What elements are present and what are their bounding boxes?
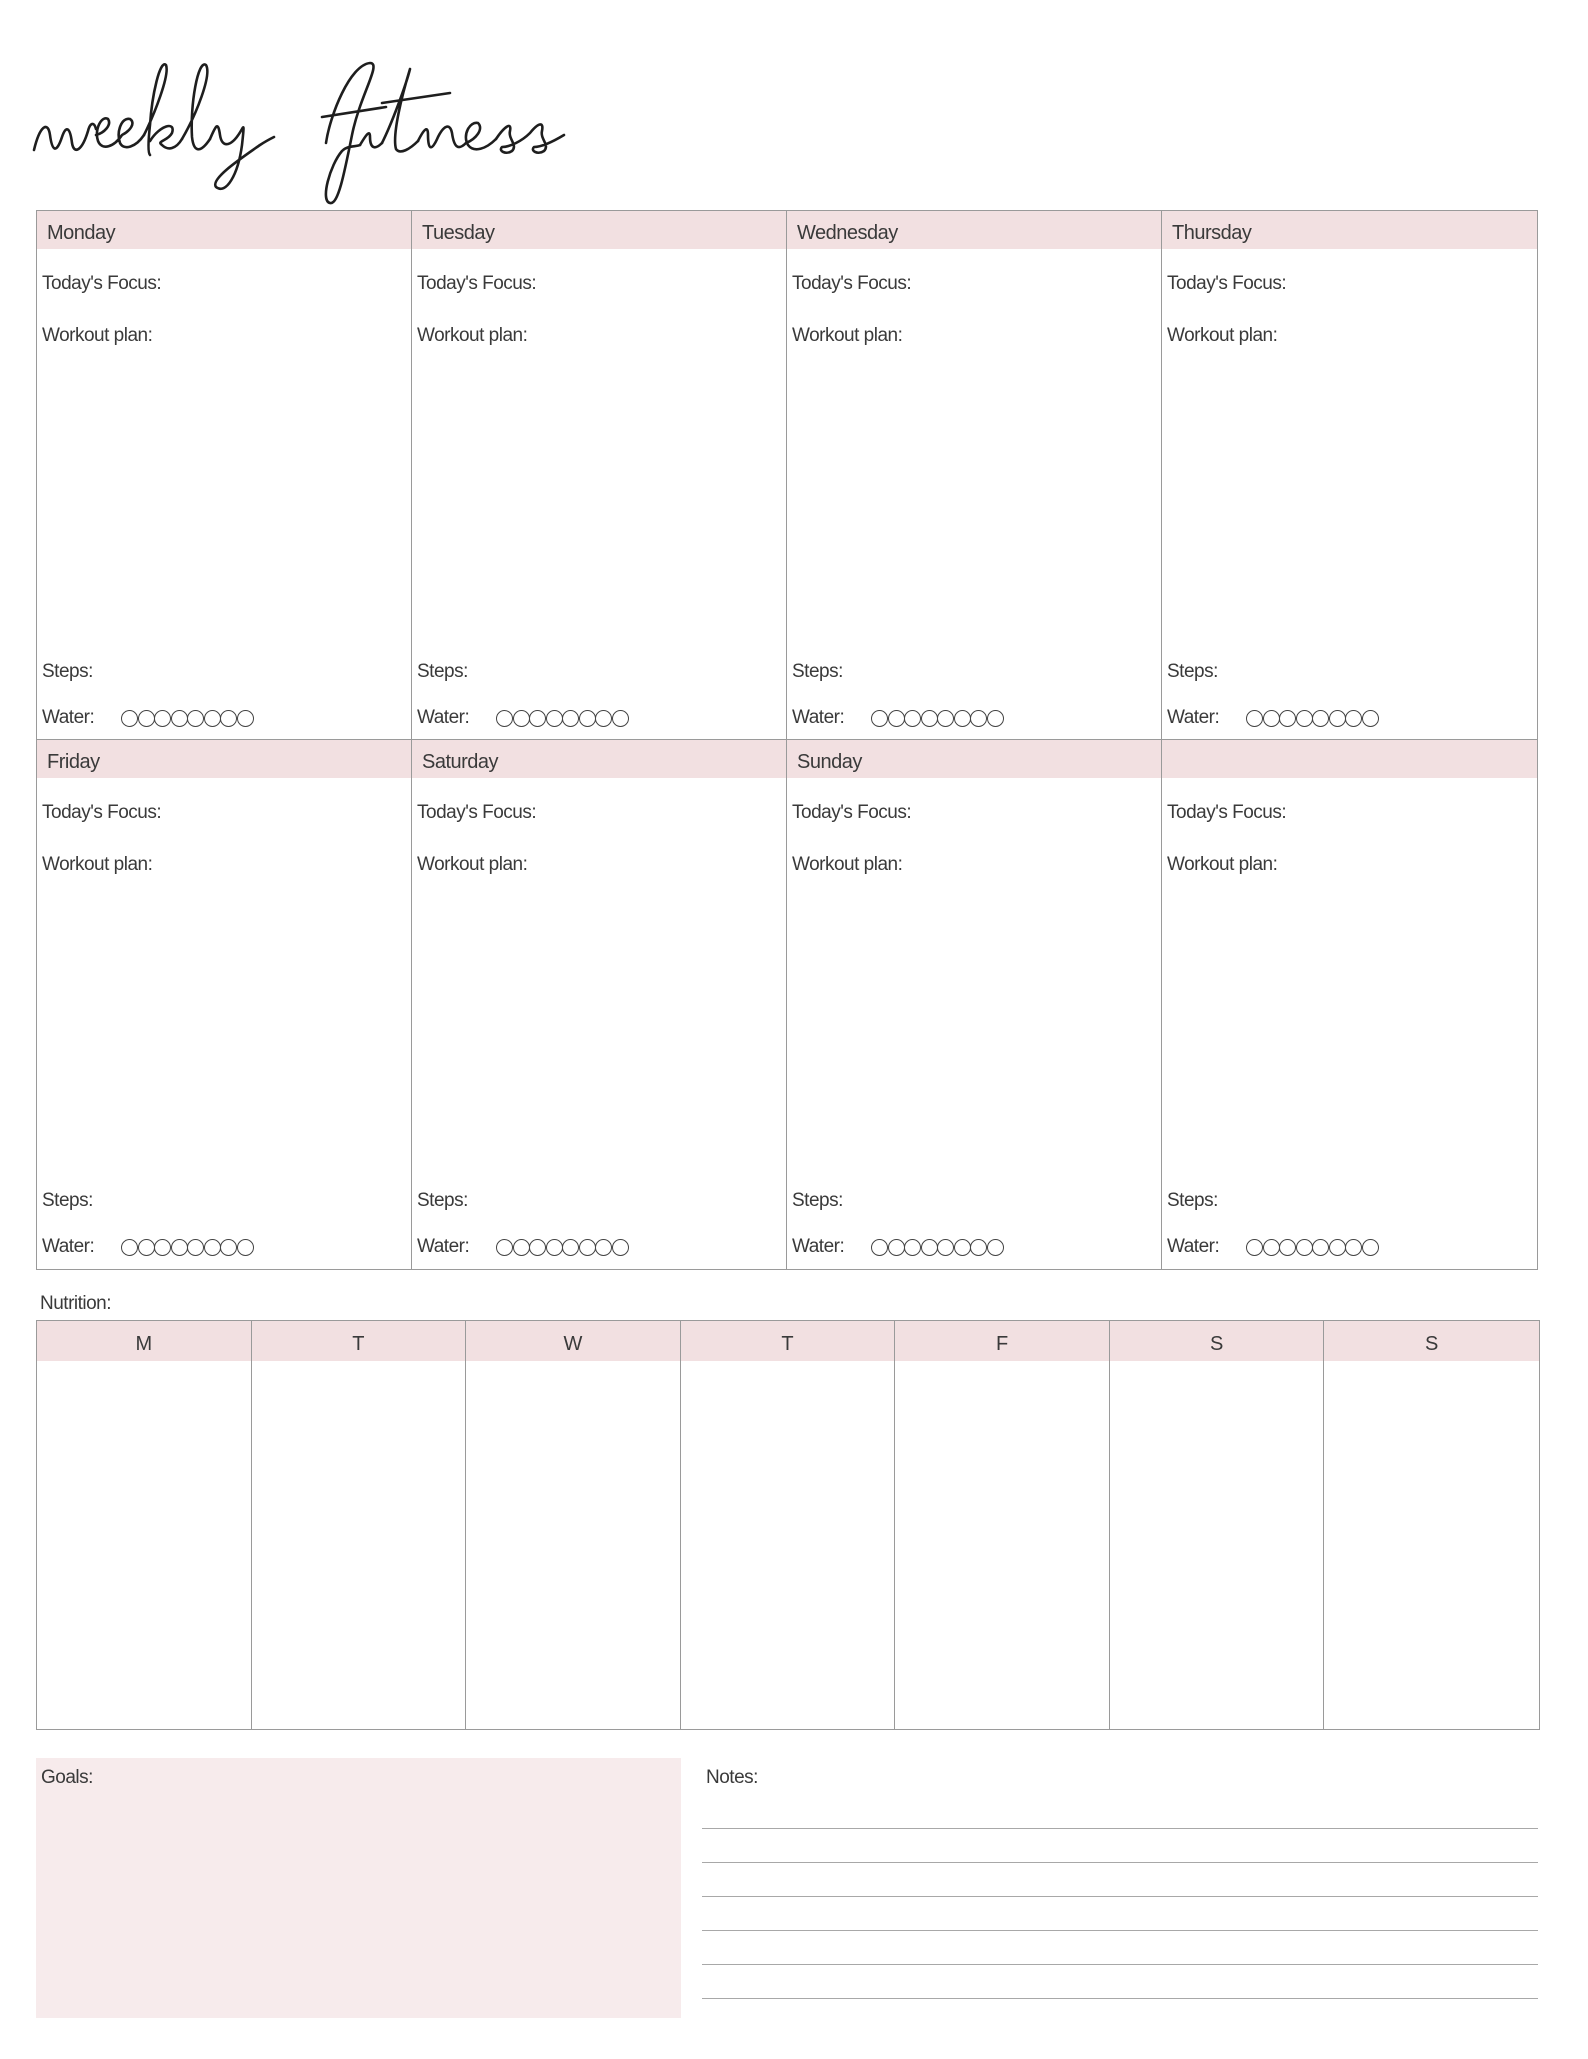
water-glass-checkbox[interactable] bbox=[888, 1239, 905, 1256]
water-glass-checkbox[interactable] bbox=[562, 1239, 579, 1256]
notes-box[interactable] bbox=[700, 1758, 1540, 2018]
water-glass-checkbox[interactable] bbox=[579, 1239, 596, 1256]
water-tracker bbox=[417, 707, 628, 729]
water-glass-checkbox[interactable] bbox=[612, 710, 629, 727]
water-glass-checkbox[interactable] bbox=[171, 1239, 188, 1256]
day-header: Wednesday bbox=[787, 211, 1161, 249]
water-glass-checkbox[interactable] bbox=[1362, 1239, 1379, 1256]
water-glass-checkbox[interactable] bbox=[187, 1239, 204, 1256]
weekly-workout-grid bbox=[36, 210, 1538, 1270]
water-label: Water: bbox=[417, 1236, 470, 1257]
nutrition-day-header: T bbox=[252, 1321, 466, 1361]
water-glass-checkbox[interactable] bbox=[871, 710, 888, 727]
water-glass-checkbox[interactable] bbox=[904, 710, 921, 727]
nutrition-label: Nutrition: bbox=[40, 1293, 112, 1314]
water-glass-checkbox[interactable] bbox=[1296, 1239, 1313, 1256]
water-label: Water: bbox=[417, 707, 470, 728]
water-glass-checkbox[interactable] bbox=[987, 1239, 1004, 1256]
nutrition-column[interactable] bbox=[252, 1321, 467, 1729]
water-glass-checkbox[interactable] bbox=[121, 710, 138, 727]
steps-label: Steps: bbox=[417, 1190, 468, 1211]
todays-focus-label: Today's Focus: bbox=[42, 802, 162, 823]
water-glass-checkbox[interactable] bbox=[138, 1239, 155, 1256]
water-glass-checkbox[interactable] bbox=[529, 1239, 546, 1256]
day-cell[interactable] bbox=[1162, 211, 1537, 740]
water-glass-checkbox[interactable] bbox=[496, 710, 513, 727]
notes-label: Notes: bbox=[706, 1767, 758, 1788]
water-glass-checkbox[interactable] bbox=[237, 1239, 254, 1256]
script-title-graphic bbox=[30, 55, 650, 205]
water-glass-checkbox[interactable] bbox=[562, 710, 579, 727]
water-tracker bbox=[1167, 1236, 1378, 1258]
todays-focus-label: Today's Focus: bbox=[792, 273, 912, 294]
water-glass-checkbox[interactable] bbox=[513, 1239, 530, 1256]
workout-plan-label: Workout plan: bbox=[42, 325, 153, 346]
day-header: Tuesday bbox=[412, 211, 786, 249]
notes-line[interactable] bbox=[702, 1930, 1538, 1931]
workout-plan-label: Workout plan: bbox=[417, 854, 528, 875]
steps-label: Steps: bbox=[42, 661, 93, 682]
water-glass-checkbox[interactable] bbox=[1329, 710, 1346, 727]
water-circles bbox=[1246, 710, 1378, 727]
water-glass-checkbox[interactable] bbox=[921, 710, 938, 727]
nutrition-column[interactable] bbox=[1110, 1321, 1325, 1729]
workout-plan-label: Workout plan: bbox=[1167, 854, 1278, 875]
notes-line[interactable] bbox=[702, 1862, 1538, 1863]
page-title bbox=[30, 55, 650, 205]
water-glass-checkbox[interactable] bbox=[888, 710, 905, 727]
water-circles bbox=[496, 710, 628, 727]
water-glass-checkbox[interactable] bbox=[1263, 1239, 1280, 1256]
water-circles bbox=[1246, 1239, 1378, 1256]
water-circles bbox=[121, 710, 253, 727]
day-header: Thursday bbox=[1162, 211, 1537, 249]
water-tracker bbox=[42, 1236, 253, 1258]
steps-label: Steps: bbox=[1167, 1190, 1218, 1211]
water-tracker bbox=[417, 1236, 628, 1258]
notes-line[interactable] bbox=[702, 1828, 1538, 1829]
nutrition-column[interactable] bbox=[681, 1321, 896, 1729]
water-circles bbox=[871, 1239, 1003, 1256]
water-glass-checkbox[interactable] bbox=[970, 1239, 987, 1256]
notes-line[interactable] bbox=[702, 1998, 1538, 1999]
water-glass-checkbox[interactable] bbox=[1345, 710, 1362, 727]
water-glass-checkbox[interactable] bbox=[579, 710, 596, 727]
water-glass-checkbox[interactable] bbox=[937, 710, 954, 727]
water-label: Water: bbox=[792, 1236, 845, 1257]
steps-label: Steps: bbox=[792, 661, 843, 682]
water-glass-checkbox[interactable] bbox=[612, 1239, 629, 1256]
workout-plan-label: Workout plan: bbox=[42, 854, 153, 875]
workout-plan-label: Workout plan: bbox=[792, 854, 903, 875]
day-header: Friday bbox=[37, 740, 411, 778]
notes-line[interactable] bbox=[702, 1896, 1538, 1897]
water-tracker bbox=[792, 1236, 1003, 1258]
water-glass-checkbox[interactable] bbox=[954, 710, 971, 727]
water-glass-checkbox[interactable] bbox=[1296, 710, 1313, 727]
nutrition-day-header: F bbox=[895, 1321, 1109, 1361]
nutrition-day-header: S bbox=[1324, 1321, 1539, 1361]
water-glass-checkbox[interactable] bbox=[220, 1239, 237, 1256]
todays-focus-label: Today's Focus: bbox=[792, 802, 912, 823]
water-glass-checkbox[interactable] bbox=[1345, 1239, 1362, 1256]
water-label: Water: bbox=[1167, 707, 1220, 728]
day-cell[interactable] bbox=[787, 211, 1162, 740]
water-glass-checkbox[interactable] bbox=[496, 1239, 513, 1256]
day-cell[interactable] bbox=[37, 211, 412, 740]
day-cell[interactable] bbox=[412, 740, 787, 1269]
water-glass-checkbox[interactable] bbox=[529, 710, 546, 727]
water-glass-checkbox[interactable] bbox=[546, 1239, 563, 1256]
day-cell[interactable] bbox=[1162, 740, 1537, 1269]
water-glass-checkbox[interactable] bbox=[595, 710, 612, 727]
steps-label: Steps: bbox=[1167, 661, 1218, 682]
todays-focus-label: Today's Focus: bbox=[417, 273, 537, 294]
workout-plan-label: Workout plan: bbox=[417, 325, 528, 346]
goals-box[interactable] bbox=[36, 1758, 681, 2018]
day-header: Saturday bbox=[412, 740, 786, 778]
nutrition-day-header: S bbox=[1110, 1321, 1324, 1361]
goals-label: Goals: bbox=[41, 1767, 93, 1788]
water-glass-checkbox[interactable] bbox=[138, 710, 155, 727]
water-label: Water: bbox=[792, 707, 845, 728]
todays-focus-label: Today's Focus: bbox=[42, 273, 162, 294]
todays-focus-label: Today's Focus: bbox=[1167, 802, 1287, 823]
workout-plan-label: Workout plan: bbox=[792, 325, 903, 346]
water-glass-checkbox[interactable] bbox=[121, 1239, 138, 1256]
nutrition-column[interactable] bbox=[895, 1321, 1110, 1729]
water-glass-checkbox[interactable] bbox=[1329, 1239, 1346, 1256]
todays-focus-label: Today's Focus: bbox=[1167, 273, 1287, 294]
water-glass-checkbox[interactable] bbox=[1312, 1239, 1329, 1256]
water-tracker bbox=[42, 707, 253, 729]
water-circles bbox=[871, 710, 1003, 727]
water-tracker bbox=[792, 707, 1003, 729]
day-cell[interactable] bbox=[787, 740, 1162, 1269]
water-glass-checkbox[interactable] bbox=[987, 710, 1004, 727]
nutrition-column[interactable] bbox=[1324, 1321, 1539, 1729]
water-glass-checkbox[interactable] bbox=[1279, 1239, 1296, 1256]
water-glass-checkbox[interactable] bbox=[970, 710, 987, 727]
water-tracker bbox=[1167, 707, 1378, 729]
water-glass-checkbox[interactable] bbox=[546, 710, 563, 727]
water-glass-checkbox[interactable] bbox=[154, 710, 171, 727]
nutrition-column[interactable] bbox=[466, 1321, 681, 1729]
water-glass-checkbox[interactable] bbox=[204, 710, 221, 727]
nutrition-day-header: W bbox=[466, 1321, 680, 1361]
water-glass-checkbox[interactable] bbox=[904, 1239, 921, 1256]
nutrition-table bbox=[36, 1320, 1540, 1730]
day-cell[interactable] bbox=[37, 740, 412, 1269]
day-header: Monday bbox=[37, 211, 411, 249]
water-glass-checkbox[interactable] bbox=[1362, 710, 1379, 727]
water-glass-checkbox[interactable] bbox=[237, 710, 254, 727]
steps-label: Steps: bbox=[417, 661, 468, 682]
water-glass-checkbox[interactable] bbox=[1279, 710, 1296, 727]
day-header: Sunday bbox=[787, 740, 1161, 778]
water-glass-checkbox[interactable] bbox=[1312, 710, 1329, 727]
water-glass-checkbox[interactable] bbox=[595, 1239, 612, 1256]
water-glass-checkbox[interactable] bbox=[954, 1239, 971, 1256]
water-glass-checkbox[interactable] bbox=[187, 710, 204, 727]
todays-focus-label: Today's Focus: bbox=[417, 802, 537, 823]
water-glass-checkbox[interactable] bbox=[1246, 710, 1263, 727]
nutrition-day-header: M bbox=[37, 1321, 251, 1361]
water-glass-checkbox[interactable] bbox=[154, 1239, 171, 1256]
water-circles bbox=[121, 1239, 253, 1256]
water-label: Water: bbox=[42, 707, 95, 728]
workout-plan-label: Workout plan: bbox=[1167, 325, 1278, 346]
water-glass-checkbox[interactable] bbox=[921, 1239, 938, 1256]
water-glass-checkbox[interactable] bbox=[171, 710, 188, 727]
notes-line[interactable] bbox=[702, 1964, 1538, 1965]
water-circles bbox=[496, 1239, 628, 1256]
water-label: Water: bbox=[1167, 1236, 1220, 1257]
water-label: Water: bbox=[42, 1236, 95, 1257]
day-header bbox=[1162, 740, 1537, 778]
water-glass-checkbox[interactable] bbox=[937, 1239, 954, 1256]
nutrition-column[interactable] bbox=[37, 1321, 252, 1729]
steps-label: Steps: bbox=[792, 1190, 843, 1211]
water-glass-checkbox[interactable] bbox=[1246, 1239, 1263, 1256]
nutrition-day-header: T bbox=[681, 1321, 895, 1361]
day-cell[interactable] bbox=[412, 211, 787, 740]
water-glass-checkbox[interactable] bbox=[871, 1239, 888, 1256]
steps-label: Steps: bbox=[42, 1190, 93, 1211]
water-glass-checkbox[interactable] bbox=[1263, 710, 1280, 727]
water-glass-checkbox[interactable] bbox=[513, 710, 530, 727]
water-glass-checkbox[interactable] bbox=[220, 710, 237, 727]
water-glass-checkbox[interactable] bbox=[204, 1239, 221, 1256]
